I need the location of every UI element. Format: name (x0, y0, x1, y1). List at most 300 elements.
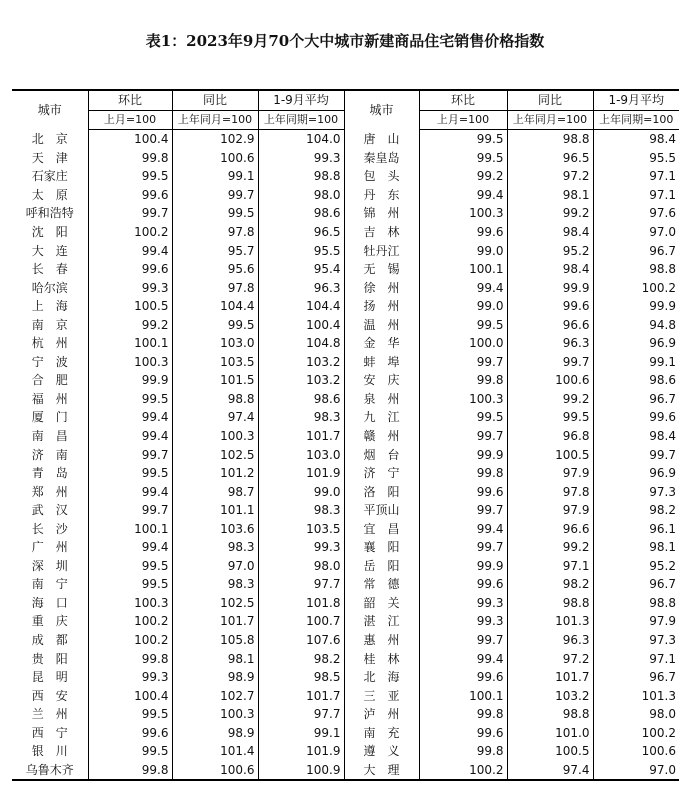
price-index-table (12, 89, 679, 781)
yoy-cell: 98.1 (172, 649, 258, 668)
city-cell: 赣 州 (344, 427, 419, 446)
table-row (12, 482, 679, 501)
yoy-cell: 101.0 (507, 724, 593, 743)
yoy-cell: 101.3 (507, 612, 593, 631)
city-cell: 大 连 (31, 243, 68, 258)
table-row (12, 557, 679, 576)
avg-cell: 97.1 (593, 167, 679, 186)
yoy-cell: 101.7 (172, 612, 258, 631)
mom-cell: 100.1 (88, 519, 172, 538)
yoy-cell: 98.3 (172, 575, 258, 594)
mom-cell: 99.6 (419, 575, 507, 594)
city-cell: 济 南 (31, 447, 68, 462)
table-row (12, 631, 679, 650)
table-row (12, 594, 679, 613)
yoy-cell: 98.9 (172, 724, 258, 743)
city-cell: 兰 州 (31, 707, 68, 722)
city-cell: 宁 波 (31, 354, 68, 369)
mom-cell: 99.4 (419, 186, 507, 205)
city-cell: 扬 州 (344, 297, 419, 316)
avg-cell: 98.5 (258, 668, 344, 687)
table-row (12, 241, 679, 260)
city-cell: 常 德 (344, 575, 419, 594)
yoy-cell: 98.2 (507, 575, 593, 594)
city-cell: 长 沙 (31, 521, 68, 536)
avg-cell: 100.9 (258, 761, 344, 781)
city-cell: 重 庆 (31, 614, 68, 629)
mom-cell: 100.3 (419, 204, 507, 223)
table-row (12, 501, 679, 520)
table-row (12, 315, 679, 334)
table-row (12, 408, 679, 427)
city-cell: 韶 关 (344, 594, 419, 613)
yoy-cell: 95.7 (172, 241, 258, 260)
mom-cell: 99.5 (419, 149, 507, 168)
yoy-cell: 99.2 (507, 538, 593, 557)
yoy-cell: 103.2 (507, 686, 593, 705)
yoy-cell: 101.1 (172, 501, 258, 520)
city-cell: 湛 江 (344, 612, 419, 631)
column-header-mom-left: 环比 (88, 90, 172, 111)
avg-cell: 97.3 (593, 631, 679, 650)
city-cell: 昆 明 (31, 670, 68, 685)
mom-cell: 99.4 (419, 278, 507, 297)
table-row (12, 538, 679, 557)
table-row (12, 686, 679, 705)
mom-cell: 99.7 (88, 445, 172, 464)
avg-cell: 98.6 (258, 390, 344, 409)
yoy-cell: 97.8 (507, 482, 593, 501)
yoy-cell: 98.7 (172, 482, 258, 501)
avg-cell: 107.6 (258, 631, 344, 650)
mom-cell: 99.4 (88, 408, 172, 427)
avg-cell: 98.0 (258, 186, 344, 205)
city-cell: 惠 州 (344, 631, 419, 650)
table-row (12, 742, 679, 761)
mom-cell: 99.9 (419, 445, 507, 464)
city-cell: 石家庄 (31, 169, 68, 184)
column-header-avg-left: 1-9月平均 (258, 90, 344, 111)
avg-cell: 99.3 (258, 538, 344, 557)
mom-cell: 99.3 (88, 668, 172, 687)
city-cell: 青 岛 (31, 466, 68, 481)
yoy-cell: 95.6 (172, 260, 258, 279)
city-cell: 上 海 (31, 299, 68, 314)
yoy-cell: 97.4 (507, 761, 593, 781)
yoy-cell: 103.6 (172, 519, 258, 538)
mom-cell: 99.5 (88, 742, 172, 761)
mom-cell: 99.4 (88, 482, 172, 501)
city-cell: 深 圳 (31, 558, 68, 573)
mom-cell: 99.7 (419, 631, 507, 650)
yoy-cell: 96.8 (507, 427, 593, 446)
yoy-cell: 97.1 (507, 557, 593, 576)
yoy-cell: 102.7 (172, 686, 258, 705)
city-cell: 唐 山 (344, 130, 419, 149)
mom-cell: 99.8 (419, 705, 507, 724)
city-cell: 桂 林 (344, 649, 419, 668)
avg-cell: 101.7 (258, 427, 344, 446)
yoy-cell: 99.9 (507, 278, 593, 297)
yoy-cell: 99.6 (507, 297, 593, 316)
yoy-cell: 98.3 (172, 538, 258, 557)
avg-cell: 96.9 (593, 464, 679, 483)
table-row (12, 705, 679, 724)
avg-cell: 98.3 (258, 501, 344, 520)
avg-cell: 97.1 (593, 649, 679, 668)
mom-cell: 99.3 (88, 278, 172, 297)
avg-cell: 100.6 (593, 742, 679, 761)
table-row (12, 186, 679, 205)
column-header-avg-right: 1-9月平均 (593, 90, 679, 111)
column-header-city-left: 城市 (12, 90, 88, 130)
yoy-cell: 97.9 (507, 501, 593, 520)
yoy-cell: 98.8 (507, 705, 593, 724)
city-cell: 安 庆 (344, 371, 419, 390)
avg-cell: 96.7 (593, 575, 679, 594)
city-cell: 杭 州 (31, 336, 68, 351)
avg-cell: 96.5 (258, 223, 344, 242)
avg-cell: 98.6 (593, 371, 679, 390)
avg-cell: 100.2 (593, 724, 679, 743)
avg-cell: 96.3 (258, 278, 344, 297)
city-cell: 锦 州 (344, 204, 419, 223)
mom-cell: 99.5 (88, 167, 172, 186)
table-title: 表1：2023年9月70个大中城市新建商品住宅销售价格指数 (145, 32, 545, 50)
avg-cell: 103.2 (258, 353, 344, 372)
table-row (12, 167, 679, 186)
table-row (12, 668, 679, 687)
column-subheader-mom-right: 上月=100 (419, 111, 507, 130)
city-cell: 贵 阳 (31, 651, 68, 666)
yoy-cell: 103.5 (172, 353, 258, 372)
avg-cell: 95.2 (593, 557, 679, 576)
yoy-cell: 102.9 (172, 130, 258, 149)
mom-cell: 99.8 (419, 371, 507, 390)
yoy-cell: 96.6 (507, 519, 593, 538)
avg-cell: 103.2 (258, 371, 344, 390)
yoy-cell: 96.3 (507, 334, 593, 353)
yoy-cell: 99.5 (172, 204, 258, 223)
avg-cell: 97.0 (593, 761, 679, 781)
yoy-cell: 98.4 (507, 260, 593, 279)
city-cell: 天 津 (31, 150, 68, 165)
yoy-cell: 100.5 (507, 742, 593, 761)
column-header-city-right: 城市 (344, 90, 419, 130)
city-cell: 福 州 (31, 391, 68, 406)
mom-cell: 99.6 (88, 186, 172, 205)
yoy-cell: 99.5 (172, 315, 258, 334)
table-row (12, 575, 679, 594)
avg-cell: 96.9 (593, 334, 679, 353)
mom-cell: 99.5 (88, 557, 172, 576)
avg-cell: 97.0 (593, 223, 679, 242)
yoy-cell: 98.4 (507, 223, 593, 242)
mom-cell: 100.1 (419, 260, 507, 279)
mom-cell: 99.8 (88, 649, 172, 668)
table-row (12, 761, 679, 781)
city-cell: 合 肥 (31, 373, 68, 388)
mom-cell: 100.2 (88, 631, 172, 650)
mom-cell: 99.7 (88, 501, 172, 520)
yoy-cell: 101.5 (172, 371, 258, 390)
city-cell: 金 华 (344, 334, 419, 353)
city-cell: 大 理 (344, 761, 419, 781)
city-cell: 沈 阳 (31, 225, 68, 239)
yoy-cell: 100.3 (172, 427, 258, 446)
yoy-cell: 102.5 (172, 594, 258, 613)
yoy-cell: 96.3 (507, 631, 593, 650)
city-cell: 洛 阳 (344, 482, 419, 501)
yoy-cell: 103.0 (172, 334, 258, 353)
yoy-cell: 99.5 (507, 408, 593, 427)
yoy-cell: 100.6 (507, 371, 593, 390)
yoy-cell: 100.5 (507, 445, 593, 464)
table-row (12, 371, 679, 390)
city-cell: 宜 昌 (344, 519, 419, 538)
avg-cell: 96.7 (593, 668, 679, 687)
mom-cell: 100.4 (88, 130, 172, 149)
avg-cell: 98.8 (258, 167, 344, 186)
column-subheader-yoy-right: 上年同月=100 (507, 111, 593, 130)
mom-cell: 100.5 (88, 297, 172, 316)
avg-cell: 98.4 (593, 427, 679, 446)
city-cell: 南 昌 (31, 429, 68, 444)
yoy-cell: 100.3 (172, 705, 258, 724)
city-cell: 南 宁 (31, 577, 68, 592)
avg-cell: 98.2 (258, 649, 344, 668)
avg-cell: 101.8 (258, 594, 344, 613)
avg-cell: 99.1 (593, 353, 679, 372)
city-cell: 太 原 (31, 187, 68, 202)
avg-cell: 103.0 (258, 445, 344, 464)
mom-cell: 99.6 (88, 260, 172, 279)
yoy-cell: 98.8 (507, 594, 593, 613)
avg-cell: 95.4 (258, 260, 344, 279)
mom-cell: 99.2 (419, 167, 507, 186)
city-cell: 徐 州 (344, 278, 419, 297)
table-row (12, 223, 679, 242)
column-subheader-avg-left: 上年同期=100 (258, 111, 344, 130)
yoy-cell: 101.4 (172, 742, 258, 761)
mom-cell: 99.4 (88, 538, 172, 557)
city-cell: 平顶山 (344, 501, 419, 520)
yoy-cell: 104.4 (172, 297, 258, 316)
avg-cell: 101.7 (258, 686, 344, 705)
mom-cell: 99.6 (419, 724, 507, 743)
city-cell: 南 京 (31, 317, 68, 332)
city-cell: 哈尔滨 (31, 280, 68, 295)
column-header-yoy-right: 同比 (507, 90, 593, 111)
city-cell: 长 春 (31, 262, 68, 277)
yoy-cell: 99.7 (507, 353, 593, 372)
mom-cell: 99.8 (88, 761, 172, 781)
mom-cell: 99.5 (419, 408, 507, 427)
avg-cell: 96.1 (593, 519, 679, 538)
yoy-cell: 96.6 (507, 315, 593, 334)
mom-cell: 99.7 (88, 204, 172, 223)
avg-cell: 98.3 (258, 408, 344, 427)
mom-cell: 100.2 (88, 223, 172, 242)
mom-cell: 100.4 (88, 686, 172, 705)
yoy-cell: 97.8 (172, 278, 258, 297)
yoy-cell: 97.2 (507, 167, 593, 186)
city-cell: 北 海 (344, 668, 419, 687)
mom-cell: 99.7 (419, 538, 507, 557)
mom-cell: 99.8 (419, 742, 507, 761)
city-cell: 西 宁 (31, 725, 68, 740)
city-cell: 丹 东 (344, 186, 419, 205)
city-cell: 三 亚 (344, 686, 419, 705)
city-cell: 西 安 (31, 688, 68, 703)
column-header-yoy-left: 同比 (172, 90, 258, 111)
table-row (12, 260, 679, 279)
city-cell: 北 京 (31, 132, 68, 147)
avg-cell: 98.8 (593, 594, 679, 613)
yoy-cell: 102.5 (172, 445, 258, 464)
yoy-cell: 98.1 (507, 186, 593, 205)
table-row (12, 464, 679, 483)
mom-cell: 99.4 (419, 519, 507, 538)
city-cell: 广 州 (31, 540, 68, 555)
table-row (12, 149, 679, 168)
city-cell: 泉 州 (344, 390, 419, 409)
mom-cell: 99.0 (419, 297, 507, 316)
city-cell: 烟 台 (344, 445, 419, 464)
mom-cell: 100.2 (88, 612, 172, 631)
mom-cell: 100.3 (88, 353, 172, 372)
yoy-cell: 100.6 (172, 761, 258, 781)
avg-cell: 100.7 (258, 612, 344, 631)
table-row (12, 297, 679, 316)
table-body (12, 130, 679, 781)
column-subheader-mom-left: 上月=100 (88, 111, 172, 130)
yoy-cell: 97.2 (507, 649, 593, 668)
avg-cell: 98.2 (593, 501, 679, 520)
avg-cell: 98.0 (258, 557, 344, 576)
mom-cell: 100.1 (88, 334, 172, 353)
table-row (12, 334, 679, 353)
yoy-cell: 99.7 (172, 186, 258, 205)
avg-cell: 98.1 (593, 538, 679, 557)
avg-cell: 97.9 (593, 612, 679, 631)
city-cell: 南 充 (344, 724, 419, 743)
mom-cell: 99.7 (419, 353, 507, 372)
city-cell: 济 宁 (344, 464, 419, 483)
mom-cell: 100.1 (419, 686, 507, 705)
avg-cell: 99.7 (593, 445, 679, 464)
table-row (12, 353, 679, 372)
city-cell: 无 锡 (344, 260, 419, 279)
city-cell: 银 川 (31, 744, 68, 759)
city-cell: 海 口 (31, 595, 68, 610)
avg-cell: 97.3 (593, 482, 679, 501)
avg-cell: 96.7 (593, 241, 679, 260)
yoy-cell: 97.4 (172, 408, 258, 427)
yoy-cell: 97.8 (172, 223, 258, 242)
avg-cell: 97.6 (593, 204, 679, 223)
mom-cell: 99.5 (88, 464, 172, 483)
avg-cell: 95.5 (258, 241, 344, 260)
column-subheader-yoy-left: 上年同月=100 (172, 111, 258, 130)
yoy-cell: 95.2 (507, 241, 593, 260)
table-row (12, 390, 679, 409)
yoy-cell: 97.9 (507, 464, 593, 483)
yoy-cell: 101.7 (507, 668, 593, 687)
yoy-cell: 101.2 (172, 464, 258, 483)
table-row (12, 130, 679, 149)
city-cell: 呼和浩特 (25, 206, 74, 221)
yoy-cell: 97.0 (172, 557, 258, 576)
mom-cell: 99.4 (88, 241, 172, 260)
mom-cell: 99.5 (88, 705, 172, 724)
city-cell: 吉 林 (344, 223, 419, 242)
mom-cell: 99.7 (419, 501, 507, 520)
yoy-cell: 98.8 (507, 130, 593, 149)
city-cell: 武 汉 (31, 503, 68, 518)
table-row (12, 278, 679, 297)
mom-cell: 99.9 (88, 371, 172, 390)
avg-cell: 101.3 (593, 686, 679, 705)
table-row (12, 612, 679, 631)
mom-cell: 99.6 (419, 668, 507, 687)
mom-cell: 100.3 (419, 390, 507, 409)
mom-cell: 99.5 (419, 315, 507, 334)
column-header-mom-right: 环比 (419, 90, 507, 111)
yoy-cell: 98.8 (172, 390, 258, 409)
yoy-cell: 100.6 (172, 149, 258, 168)
city-cell: 泸 州 (344, 705, 419, 724)
avg-cell: 98.0 (593, 705, 679, 724)
avg-cell: 98.6 (258, 204, 344, 223)
mom-cell: 99.6 (419, 223, 507, 242)
table-row (12, 724, 679, 743)
avg-cell: 104.0 (258, 130, 344, 149)
avg-cell: 94.8 (593, 315, 679, 334)
avg-cell: 99.1 (258, 724, 344, 743)
yoy-cell: 99.1 (172, 167, 258, 186)
mom-cell: 99.5 (419, 130, 507, 149)
avg-cell: 104.4 (258, 297, 344, 316)
mom-cell: 99.8 (88, 149, 172, 168)
city-cell: 包 头 (344, 167, 419, 186)
avg-cell: 98.8 (593, 260, 679, 279)
avg-cell: 97.1 (593, 186, 679, 205)
table-row (12, 519, 679, 538)
table-row (12, 649, 679, 668)
yoy-cell: 96.5 (507, 149, 593, 168)
avg-cell: 100.4 (258, 315, 344, 334)
city-cell: 秦皇岛 (344, 149, 419, 168)
avg-cell: 99.3 (258, 149, 344, 168)
table-row (12, 427, 679, 446)
city-cell: 九 江 (344, 408, 419, 427)
table-row (12, 204, 679, 223)
avg-cell: 96.7 (593, 390, 679, 409)
city-cell: 乌鲁木齐 (12, 761, 88, 781)
avg-cell: 95.5 (593, 149, 679, 168)
avg-cell: 99.9 (593, 297, 679, 316)
mom-cell: 99.4 (88, 427, 172, 446)
avg-cell: 100.2 (593, 278, 679, 297)
avg-cell: 98.4 (593, 130, 679, 149)
table-row (12, 445, 679, 464)
mom-cell: 100.0 (419, 334, 507, 353)
mom-cell: 99.5 (88, 575, 172, 594)
column-subheader-avg-right: 上年同期=100 (593, 111, 679, 130)
city-cell: 襄 阳 (344, 538, 419, 557)
city-cell: 厦 门 (31, 410, 68, 425)
